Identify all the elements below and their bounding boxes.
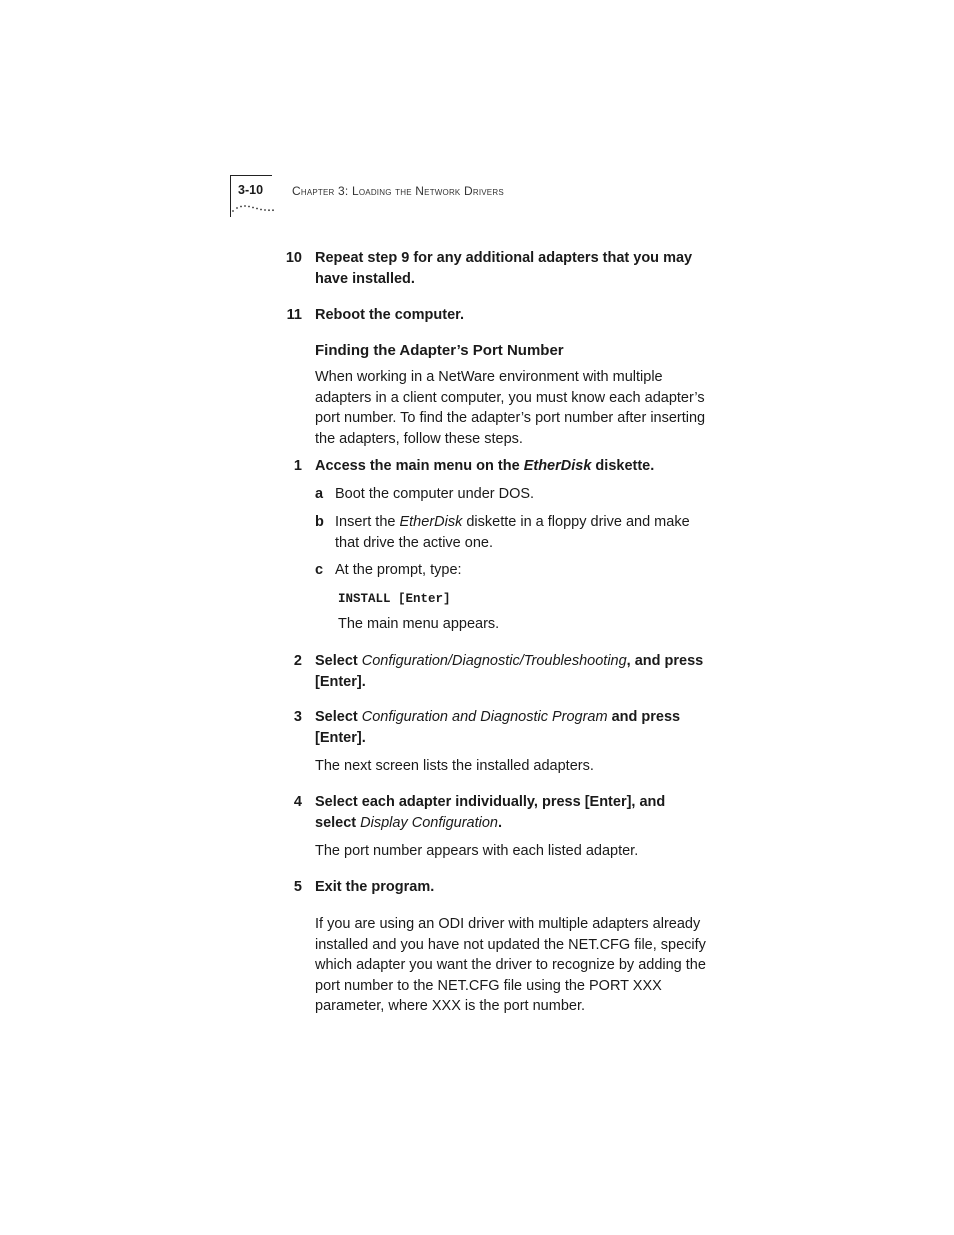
step-result: The next screen lists the installed adapters. xyxy=(315,758,594,774)
step-text: Repeat step 9 for any additional adapters that you may have installed. xyxy=(315,250,693,287)
step-number: 10 xyxy=(285,250,302,266)
step-result: The port number appears with each listed adapter. xyxy=(315,843,639,859)
step-number: 3 xyxy=(293,709,302,725)
substep-letter: b xyxy=(315,514,324,530)
intro-paragraph: When working in a NetWare environment with multiple adapters in a client computer, you must know each adapter’s port number. To find the adapter’s port number after inserting the adapters, follow these steps. xyxy=(315,369,706,447)
substep-letter: c xyxy=(315,562,324,578)
step-number: 4 xyxy=(293,794,302,810)
step-text: Select Configuration and Diagnostic Program and press [Enter]. xyxy=(315,709,681,746)
substep-text: Insert the EtherDisk diskette in a floppy drive and make that drive the active one. xyxy=(335,514,690,551)
step-number: 5 xyxy=(293,879,302,895)
step-number: 11 xyxy=(286,307,302,323)
section-heading: Finding the Adapter’s Port Number xyxy=(315,342,564,359)
page-number: 3-10 xyxy=(238,183,264,197)
substep-text: At the prompt, type: xyxy=(335,562,462,578)
header-horizontal-rule xyxy=(230,175,272,176)
step-number: 1 xyxy=(293,458,302,474)
step-text: Reboot the computer. xyxy=(315,307,465,323)
running-head: Chapter 3: Loading the Network Drivers xyxy=(292,184,504,198)
step-result: The main menu appears. xyxy=(338,616,500,632)
substep-letter: a xyxy=(315,486,324,502)
step-text: Exit the program. xyxy=(315,879,435,895)
closing-paragraph: If you are using an ODI driver with multiple adapters already installed and you have not updated the NET.CFG file, specify which adapter you want the driver to recognize by adding the port number to the NET.CFG file using the PORT XXX parameter, where XXX is the port number. xyxy=(315,916,706,1014)
substep-text: Boot the computer under DOS. xyxy=(335,486,535,502)
step-text: Select Configuration/Diagnostic/Troubleshooting, and press [Enter]. xyxy=(315,653,704,690)
step-number: 2 xyxy=(293,653,302,669)
dotted-curve-icon xyxy=(232,203,274,213)
header-vertical-rule xyxy=(230,175,231,217)
step-text: Access the main menu on the EtherDisk diskette. xyxy=(315,458,655,474)
step-text: Select each adapter individually, press [Enter], and select Display Configuration. xyxy=(315,794,666,831)
code-command: INSTALL [Enter] xyxy=(338,592,451,606)
